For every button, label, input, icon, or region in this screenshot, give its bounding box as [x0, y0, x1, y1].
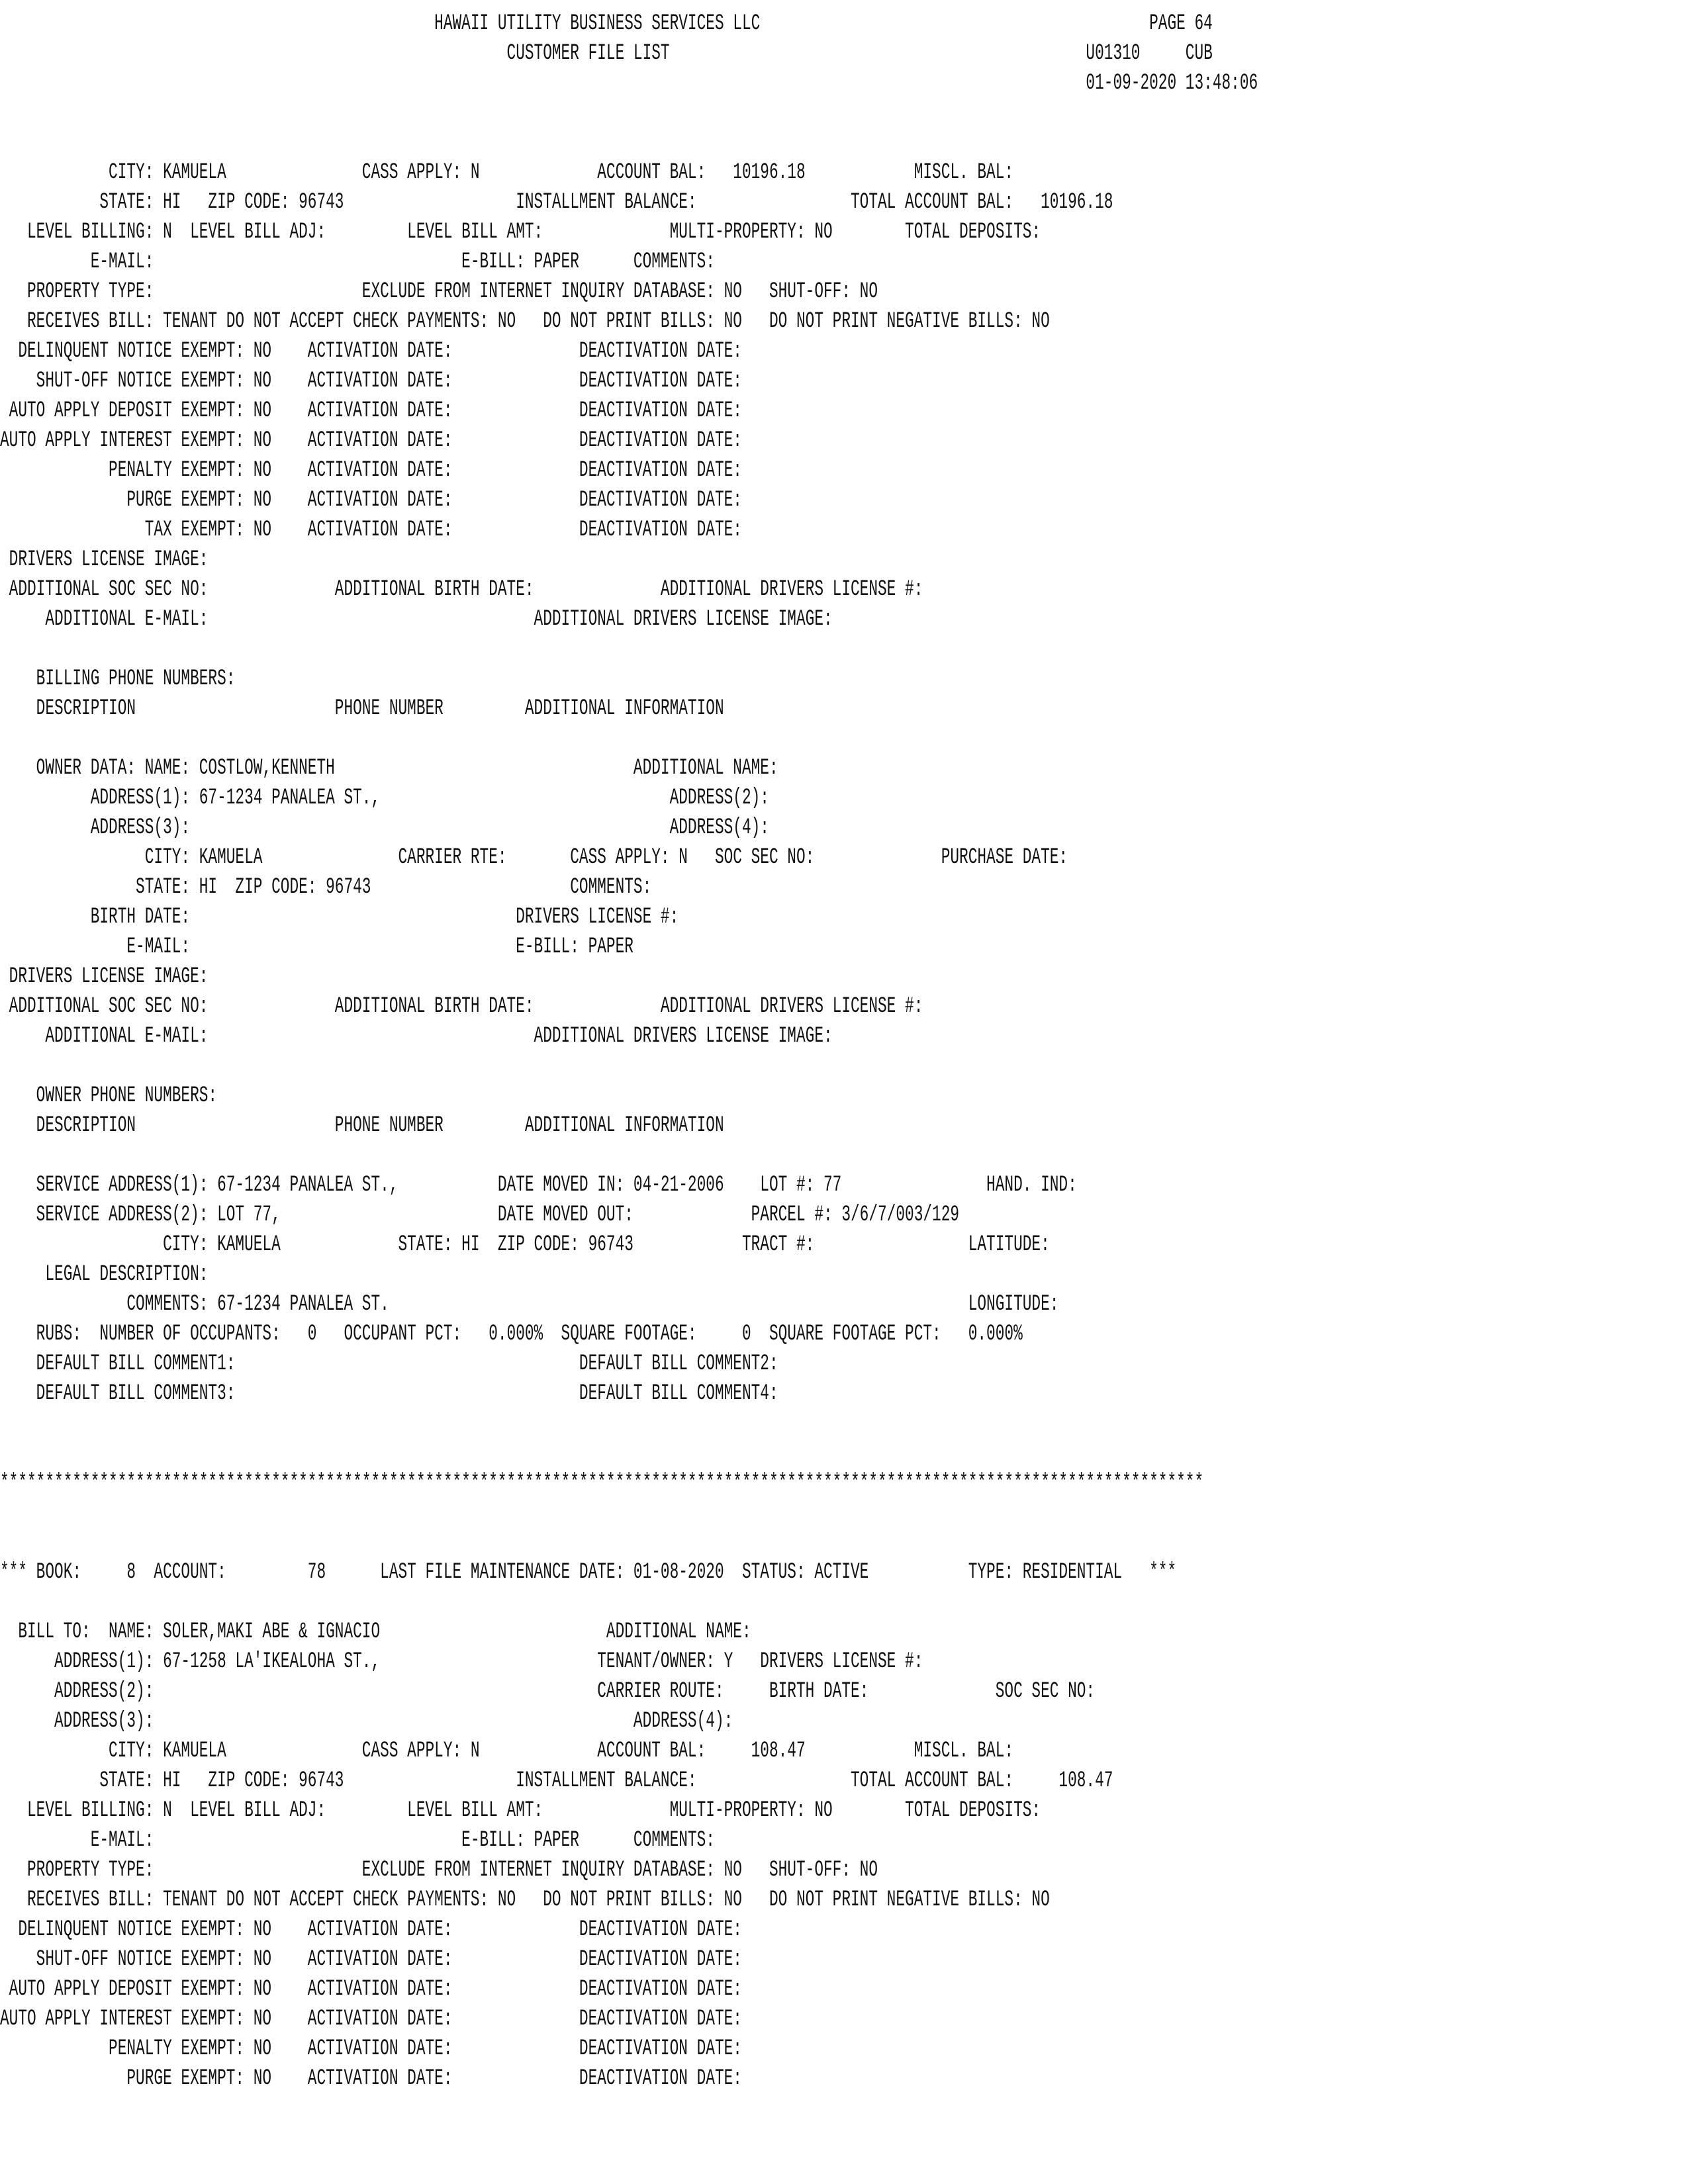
- report-line: BIRTH DATE: DRIVERS LICENSE #:: [0, 905, 679, 930]
- report-line: *************************************************************************************************************************************: [0, 1471, 1204, 1496]
- report-line: SHUT-OFF NOTICE EXEMPT: NO ACTIVATION DATE: DEACTIVATION DATE:: [0, 369, 742, 394]
- report-line: E-MAIL: E-BILL: PAPER: [0, 934, 633, 960]
- report-line: DESCRIPTION PHONE NUMBER ADDITIONAL INFORMATION: [0, 1113, 724, 1138]
- report-line: ADDRESS(3): ADDRESS(4):: [0, 815, 769, 841]
- report-line: RUBS: NUMBER OF OCCUPANTS: 0 OCCUPANT PCT: 0.000% SQUARE FOOTAGE: 0 SQUARE FOOTAGE PCT: 0.000%: [0, 1322, 1023, 1347]
- report-line: STATE: HI ZIP CODE: 96743 INSTALLMENT BALANCE: TOTAL ACCOUNT BAL: 108.47: [0, 1768, 1113, 1794]
- customer-file-list-report: [0, 9, 1688, 2173]
- report-line: LEVEL BILLING: N LEVEL BILL ADJ: LEVEL BILL AMT: MULTI-PROPERTY: NO TOTAL DEPOSITS:: [0, 1798, 1041, 1823]
- report-line: AUTO APPLY INTEREST EXEMPT: NO ACTIVATION DATE: DEACTIVATION DATE:: [0, 2007, 742, 2032]
- report-line: DELINQUENT NOTICE EXEMPT: NO ACTIVATION DATE: DEACTIVATION DATE:: [0, 1917, 742, 1942]
- report-line: AUTO APPLY INTEREST EXEMPT: NO ACTIVATION DATE: DEACTIVATION DATE:: [0, 428, 742, 453]
- report-line: DELINQUENT NOTICE EXEMPT: NO ACTIVATION DATE: DEACTIVATION DATE:: [0, 339, 742, 364]
- report-line: COMMENTS: 67-1234 PANALEA ST. LONGITUDE:: [0, 1292, 1059, 1317]
- report-line: PROPERTY TYPE: EXCLUDE FROM INTERNET INQUIRY DATABASE: NO SHUT-OFF: NO: [0, 1858, 878, 1883]
- report-line: LEGAL DESCRIPTION:: [0, 1262, 209, 1287]
- report-line: RECEIVES BILL: TENANT DO NOT ACCEPT CHECK PAYMENTS: NO DO NOT PRINT BILLS: NO DO NOT PRINT NEGATIVE BILLS: NO: [0, 309, 1050, 334]
- report-line: ADDRESS(1): 67-1234 PANALEA ST., ADDRESS(2):: [0, 786, 769, 811]
- report-line: ADDITIONAL SOC SEC NO: ADDITIONAL BIRTH DATE: ADDITIONAL DRIVERS LICENSE #:: [0, 577, 923, 602]
- report-line: 01-09-2020 13:48:06: [0, 71, 1258, 96]
- report-line: TAX EXEMPT: NO ACTIVATION DATE: DEACTIVATION DATE:: [0, 518, 742, 543]
- report-line: E-MAIL: E-BILL: PAPER COMMENTS:: [0, 250, 715, 275]
- report-line: PURGE EXEMPT: NO ACTIVATION DATE: DEACTIVATION DATE:: [0, 488, 742, 513]
- report-line: ADDRESS(1): 67-1258 LA'IKEALOHA ST., TENANT/OWNER: Y DRIVERS LICENSE #:: [0, 1649, 923, 1674]
- report-line: SERVICE ADDRESS(1): 67-1234 PANALEA ST., DATE MOVED IN: 04-21-2006 LOT #: 77 HAND. IND:: [0, 1173, 1077, 1198]
- report-line: CITY: KAMUELA CARRIER RTE: CASS APPLY: N SOC SEC NO: PURCHASE DATE:: [0, 845, 1068, 870]
- report-line: OWNER PHONE NUMBERS:: [0, 1083, 218, 1109]
- report-line: ADDITIONAL E-MAIL: ADDITIONAL DRIVERS LICENSE IMAGE:: [0, 1024, 833, 1049]
- report-line: BILLING PHONE NUMBERS:: [0, 666, 236, 692]
- report-line: AUTO APPLY DEPOSIT EXEMPT: NO ACTIVATION DATE: DEACTIVATION DATE:: [0, 1977, 742, 2002]
- report-line: E-MAIL: E-BILL: PAPER COMMENTS:: [0, 1828, 715, 1853]
- report-line: *** BOOK: 8 ACCOUNT: 78 LAST FILE MAINTENANCE DATE: 01-08-2020 STATUS: ACTIVE TYPE: RESIDENTIAL ***: [0, 1560, 1177, 1585]
- report-line: STATE: HI ZIP CODE: 96743 COMMENTS:: [0, 875, 652, 900]
- report-line: ADDRESS(3): ADDRESS(4):: [0, 1709, 733, 1734]
- report-line: DESCRIPTION PHONE NUMBER ADDITIONAL INFORMATION: [0, 696, 724, 721]
- report-line: DRIVERS LICENSE IMAGE:: [0, 547, 209, 572]
- report-line: LEVEL BILLING: N LEVEL BILL ADJ: LEVEL BILL AMT: MULTI-PROPERTY: NO TOTAL DEPOSITS:: [0, 220, 1041, 245]
- report-line: SERVICE ADDRESS(2): LOT 77, DATE MOVED OUT: PARCEL #: 3/6/7/003/129: [0, 1203, 960, 1228]
- report-line: PENALTY EXEMPT: NO ACTIVATION DATE: DEACTIVATION DATE:: [0, 2036, 742, 2062]
- report-line: PROPERTY TYPE: EXCLUDE FROM INTERNET INQUIRY DATABASE: NO SHUT-OFF: NO: [0, 279, 878, 304]
- report-line: ADDITIONAL E-MAIL: ADDITIONAL DRIVERS LICENSE IMAGE:: [0, 607, 833, 632]
- report-line: DRIVERS LICENSE IMAGE:: [0, 964, 209, 989]
- report-line: ADDRESS(2): CARRIER ROUTE: BIRTH DATE: SOC SEC NO:: [0, 1679, 1096, 1704]
- report-line: CUSTOMER FILE LIST U01310 CUB: [0, 41, 1213, 66]
- report-line: SHUT-OFF NOTICE EXEMPT: NO ACTIVATION DATE: DEACTIVATION DATE:: [0, 1947, 742, 1972]
- report-line: PENALTY EXEMPT: NO ACTIVATION DATE: DEACTIVATION DATE:: [0, 458, 742, 483]
- report-line: BILL TO: NAME: SOLER,MAKI ABE & IGNACIO ADDITIONAL NAME:: [0, 1619, 751, 1645]
- report-line: CITY: KAMUELA CASS APPLY: N ACCOUNT BAL: 108.47 MISCL. BAL:: [0, 1739, 1014, 1764]
- report-line: DEFAULT BILL COMMENT3: DEFAULT BILL COMMENT4:: [0, 1381, 778, 1406]
- report-line: CITY: KAMUELA CASS APPLY: N ACCOUNT BAL: 10196.18 MISCL. BAL:: [0, 160, 1014, 185]
- report-line: RECEIVES BILL: TENANT DO NOT ACCEPT CHECK PAYMENTS: NO DO NOT PRINT BILLS: NO DO NOT PRINT NEGATIVE BILLS: NO: [0, 1888, 1050, 1913]
- report-line: DEFAULT BILL COMMENT1: DEFAULT BILL COMMENT2:: [0, 1351, 778, 1377]
- report-line: OWNER DATA: NAME: COSTLOW,KENNETH ADDITIONAL NAME:: [0, 756, 778, 781]
- report-line: ADDITIONAL SOC SEC NO: ADDITIONAL BIRTH DATE: ADDITIONAL DRIVERS LICENSE #:: [0, 994, 923, 1019]
- report-line: PURGE EXEMPT: NO ACTIVATION DATE: DEACTIVATION DATE:: [0, 2066, 742, 2091]
- report-line: STATE: HI ZIP CODE: 96743 INSTALLMENT BALANCE: TOTAL ACCOUNT BAL: 10196.18: [0, 190, 1113, 215]
- report-line: CITY: KAMUELA STATE: HI ZIP CODE: 96743 TRACT #: LATITUDE:: [0, 1232, 1050, 1257]
- report-line: HAWAII UTILITY BUSINESS SERVICES LLC PAGE 64: [0, 11, 1213, 36]
- report-line: AUTO APPLY DEPOSIT EXEMPT: NO ACTIVATION DATE: DEACTIVATION DATE:: [0, 398, 742, 424]
